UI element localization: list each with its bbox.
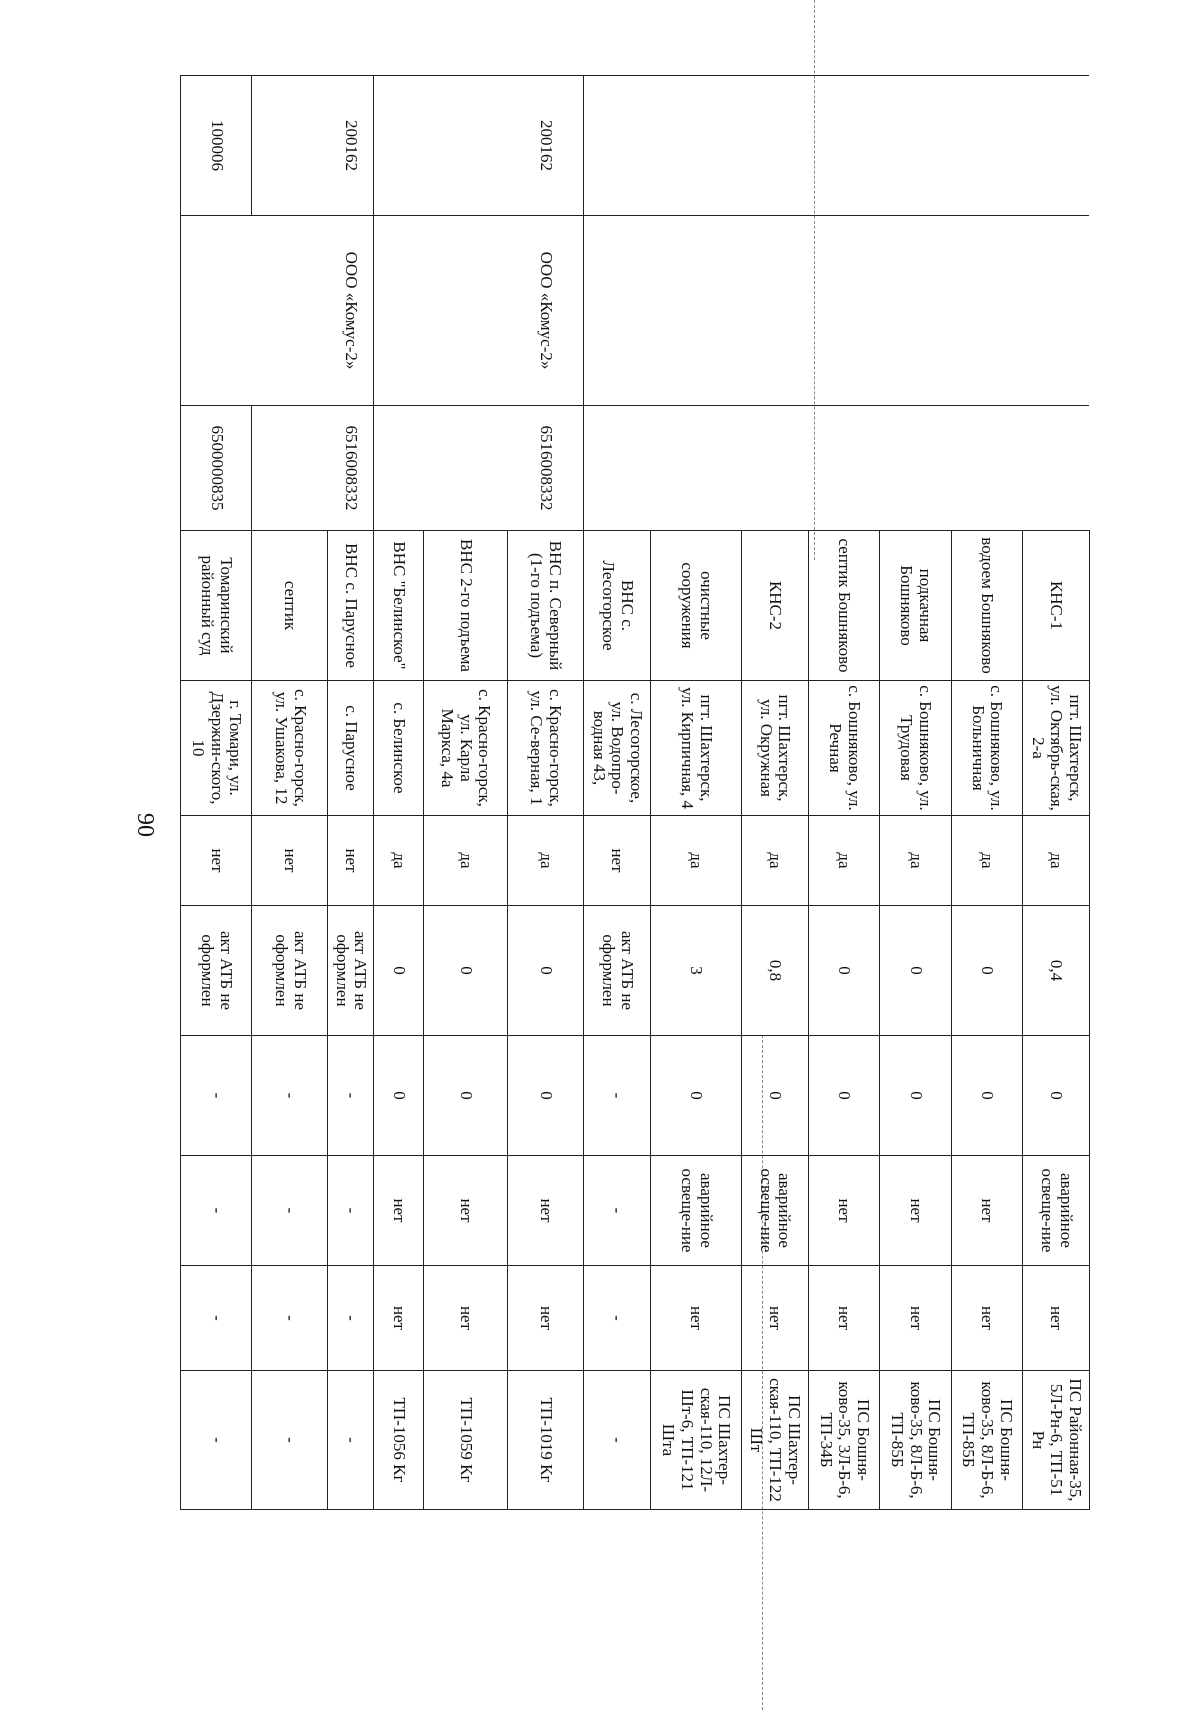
inn-cell: 6516008332 [328, 406, 374, 531]
lighting-cell: нет [508, 1156, 584, 1266]
object-cell: очистные сооружения [650, 531, 741, 681]
code-cell: 100006 [181, 76, 252, 216]
flag-cell: да [423, 816, 507, 906]
address-cell: с. Бошняково, ул. Трудовая [880, 681, 951, 816]
object-cell: септик [252, 531, 328, 681]
organization-cell: ООО «Комус-2» [328, 216, 374, 406]
flag-cell: да [508, 816, 584, 906]
object-cell: подкачная Бошняково [880, 531, 951, 681]
other-cell: нет [741, 1266, 808, 1371]
power-source-cell: ПС Шахтер-ская-110, ТП-122 Шт [741, 1371, 808, 1510]
code-cell [808, 76, 879, 216]
address-cell: с. Бошняково, ул. Речная [808, 681, 879, 816]
act-cell: акт АТБ не оформлен [328, 906, 374, 1036]
power-source-cell: ПС Бошня-ково-35, 8Л-Б-6, ТП-85Б [951, 1371, 1022, 1510]
lighting-cell: - [181, 1156, 252, 1266]
value-cell: 0 [650, 1036, 741, 1156]
inn-cell [583, 406, 650, 531]
other-cell: - [583, 1266, 650, 1371]
address-cell: с. Красно-горск, ул. Се-верная, 1 [508, 681, 584, 816]
lighting-cell: нет [808, 1156, 879, 1266]
inn-cell [650, 406, 741, 531]
power-source-cell: ТП-1059 Кг [423, 1371, 507, 1510]
inn-cell: 6500000835 [181, 406, 252, 531]
object-cell: ВНС п. Северный (1-го подъема) [508, 531, 584, 681]
code-cell [650, 76, 741, 216]
flag-cell: да [880, 816, 951, 906]
value-cell: 0 [423, 1036, 507, 1156]
code-cell [741, 76, 808, 216]
object-cell: КНС-1 [1022, 531, 1089, 681]
object-cell: ВНС с. Парусное [328, 531, 374, 681]
rotated-table-container [180, 75, 1090, 1502]
other-cell: нет [808, 1266, 879, 1371]
table-row [741, 76, 808, 1510]
flag-cell: да [1022, 816, 1089, 906]
code-cell [880, 76, 951, 216]
organization-cell [880, 216, 951, 406]
flag-cell: да [741, 816, 808, 906]
value-cell: 0 [374, 1036, 424, 1156]
table-row [583, 76, 650, 1510]
flag-cell: нет [328, 816, 374, 906]
organization-cell [808, 216, 879, 406]
other-cell: - [181, 1266, 252, 1371]
table-body [181, 76, 1090, 1510]
other-cell: - [328, 1266, 374, 1371]
act-cell: 0 [808, 906, 879, 1036]
object-cell: КНС-2 [741, 531, 808, 681]
other-cell: нет [650, 1266, 741, 1371]
flag-cell: да [808, 816, 879, 906]
object-cell: водоем Бошняково [951, 531, 1022, 681]
power-source-cell: - [181, 1371, 252, 1510]
inn-cell [741, 406, 808, 531]
power-source-cell: - [328, 1371, 374, 1510]
act-cell: 0 [423, 906, 507, 1036]
lighting-cell: - [583, 1156, 650, 1266]
inn-cell [808, 406, 879, 531]
table-row [650, 76, 741, 1510]
other-cell: нет [374, 1266, 424, 1371]
value-cell: - [252, 1036, 328, 1156]
lighting-cell: - [328, 1156, 374, 1266]
code-cell [951, 76, 1022, 216]
value-cell: - [181, 1036, 252, 1156]
table-row [423, 76, 507, 1510]
object-cell: Томаринский районный суд [181, 531, 252, 681]
organization-cell [374, 216, 424, 406]
object-cell: ВНС с. Лесогорское [583, 531, 650, 681]
flag-cell: да [374, 816, 424, 906]
power-source-cell: ТП-1019 Кг [508, 1371, 584, 1510]
act-cell: акт АТБ не оформлен [181, 906, 252, 1036]
other-cell: нет [880, 1266, 951, 1371]
power-source-cell: ПС Районная-35, 5Л-Рн-6, ТП-51 Рн [1022, 1371, 1089, 1510]
act-cell: 0 [374, 906, 424, 1036]
address-cell: пгт. Шахтерск, ул. Окружная [741, 681, 808, 816]
act-cell: 0,4 [1022, 906, 1089, 1036]
object-cell: ВНС 2-го подъема [423, 531, 507, 681]
lighting-cell: - [252, 1156, 328, 1266]
address-cell: с. Красно-горск, ул. Карла Маркса, 4а [423, 681, 507, 816]
address-cell: с. Красно-горск, ул. Ушакова, 12 [252, 681, 328, 816]
value-cell: 0 [508, 1036, 584, 1156]
organization-cell [583, 216, 650, 406]
address-cell: с. Парусное [328, 681, 374, 816]
address-cell: с. Белинское [374, 681, 424, 816]
value-cell: 0 [880, 1036, 951, 1156]
code-cell: 200162 [508, 76, 584, 216]
table-row [181, 76, 252, 1510]
act-cell: акт АТБ не оформлен [583, 906, 650, 1036]
object-cell: ВНС "Белинское" [374, 531, 424, 681]
organization-cell [423, 216, 507, 406]
power-source-cell: ПС Бошня-ково-35, 8Л-Б-6, ТП-85Б [880, 1371, 951, 1510]
address-cell: пгт. Шахтерск, ул. Кирпичная, 4 [650, 681, 741, 816]
lighting-cell: нет [951, 1156, 1022, 1266]
flag-cell: нет [583, 816, 650, 906]
object-cell: септик Бошняково [808, 531, 879, 681]
address-cell: с. Лесогорское, ул. Водопро-водная 43, [583, 681, 650, 816]
inn-cell [880, 406, 951, 531]
power-source-cell: - [583, 1371, 650, 1510]
lighting-cell: нет [880, 1156, 951, 1266]
code-cell [252, 76, 328, 216]
code-cell: 200162 [328, 76, 374, 216]
table-row [808, 76, 879, 1510]
code-cell [423, 76, 507, 216]
value-cell: 0 [1022, 1036, 1089, 1156]
act-cell: 0 [951, 906, 1022, 1036]
table-row [374, 76, 424, 1510]
other-cell: нет [423, 1266, 507, 1371]
table-row [1022, 76, 1089, 1510]
power-source-cell: ПС Бошня-ково-35, 3Л-Б-6, ТП-34Б [808, 1371, 879, 1510]
power-source-cell: ПС Шахтер-ская-110, 12Л-Шт-6, ТП-121 Шта [650, 1371, 741, 1510]
inn-cell [252, 406, 328, 531]
organization-cell [741, 216, 808, 406]
lighting-cell: нет [374, 1156, 424, 1266]
flag-cell: нет [252, 816, 328, 906]
organization-cell: ООО «Комус-2» [508, 216, 584, 406]
value-cell: - [583, 1036, 650, 1156]
page-number: 90 [132, 813, 158, 837]
organization-cell [650, 216, 741, 406]
flag-cell: нет [181, 816, 252, 906]
value-cell: - [328, 1036, 374, 1156]
other-cell: нет [508, 1266, 584, 1371]
act-cell: 0 [508, 906, 584, 1036]
inn-cell [951, 406, 1022, 531]
organization-cell [181, 216, 252, 406]
inn-cell [1022, 406, 1089, 531]
lighting-cell: нет [423, 1156, 507, 1266]
act-cell: 0,8 [741, 906, 808, 1036]
address-cell: пгт. Шахтерск, ул. Октябрь-ская, 2-а [1022, 681, 1089, 816]
address-cell: с. Бошняково, ул. Больничная [951, 681, 1022, 816]
inn-cell [423, 406, 507, 531]
table-row [880, 76, 951, 1510]
other-cell: нет [1022, 1266, 1089, 1371]
power-source-cell: - [252, 1371, 328, 1510]
inn-cell [374, 406, 424, 531]
code-cell [583, 76, 650, 216]
power-source-cell: ТП-1056 Кг [374, 1371, 424, 1510]
other-cell: - [252, 1266, 328, 1371]
act-cell: 0 [880, 906, 951, 1036]
table-row [252, 76, 328, 1510]
value-cell: 0 [951, 1036, 1022, 1156]
table-row [951, 76, 1022, 1510]
value-cell: 0 [741, 1036, 808, 1156]
address-cell: г. Томари, ул. Дзержин-ского, 10 [181, 681, 252, 816]
act-cell: 3 [650, 906, 741, 1036]
flag-cell: да [650, 816, 741, 906]
inn-cell: 6516008332 [508, 406, 584, 531]
organization-cell [252, 216, 328, 406]
code-cell [1022, 76, 1089, 216]
table-row [508, 76, 584, 1510]
act-cell: акт АТБ не оформлен [252, 906, 328, 1036]
other-cell: нет [951, 1266, 1022, 1371]
flag-cell: да [951, 816, 1022, 906]
organization-cell [951, 216, 1022, 406]
value-cell: 0 [808, 1036, 879, 1156]
table-row [328, 76, 374, 1510]
register-table [180, 75, 1090, 1510]
lighting-cell: аварийное освеще-ние [741, 1156, 808, 1266]
code-cell [374, 76, 424, 216]
lighting-cell: аварийное освеще-ние [650, 1156, 741, 1266]
lighting-cell: аварийное освеще-ние [1022, 1156, 1089, 1266]
organization-cell [1022, 216, 1089, 406]
